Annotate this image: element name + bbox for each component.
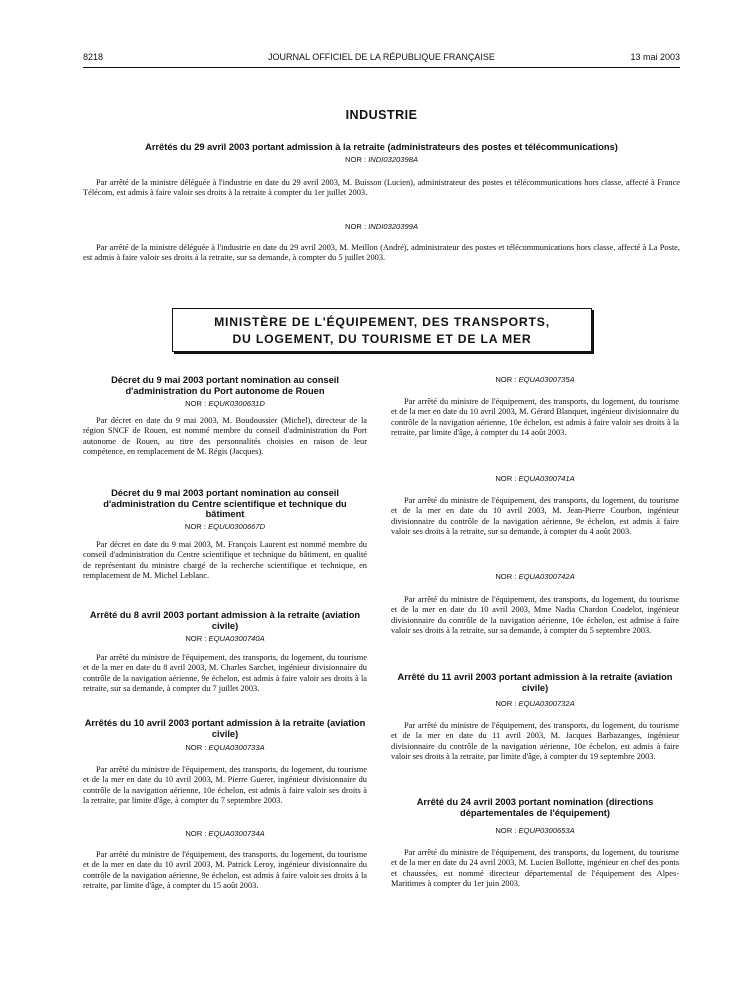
arrete8-heading: Arrêté du 8 avril 2003 portant admission à la retraite (aviation civile) bbox=[89, 610, 361, 631]
nor-code: INDI0320398A bbox=[368, 155, 419, 164]
nor-line bbox=[83, 522, 367, 531]
journal-title: JOURNAL OFFICIEL DE LA RÉPUBLIQUE FRANÇAISE bbox=[268, 52, 495, 62]
nor-code: EQUA0300742A bbox=[518, 572, 575, 581]
nor-line bbox=[83, 222, 680, 231]
arrete24-text: Par arrêté du ministre de l'équipement, des transports, du logement, du tourisme et de la mer en date du 24 avril 2003, M. Lucien Bollotte, ingénieur en chef des ponts et chaussées, est nommé directeur départemental de l'équipement des Alpes-Maritimes à compter du 1er juin 2003. bbox=[391, 848, 679, 889]
nor-code: INDI0320399A bbox=[368, 222, 419, 231]
header-rule bbox=[83, 67, 680, 68]
arretes10-entry-4: Par arrêté du ministre de l'équipement, des transports, du logement, du tourisme et de la mer en date du 10 avril 2003, M. Jean-Pierre Courbon, ingénieur divisionnaire du contrôle de la navigation aérienne, 9e échelon, est admis à faire valoir ses droits à la retraite, sur sa demande, à compter du 4 août 2003. bbox=[391, 496, 679, 537]
nor-code: EQUA0300732A bbox=[518, 699, 575, 708]
nor-label: NOR : bbox=[185, 743, 209, 752]
nor-code: EQUA0300735A bbox=[518, 375, 575, 384]
nor-line bbox=[391, 826, 679, 835]
decret1-heading: Décret du 9 mai 2003 portant nomination au conseil d'administration du Port autonome de Rouen bbox=[111, 375, 339, 396]
arretes10-entry-3: Par arrêté du ministre de l'équipement, des transports, du logement, du tourisme et de la mer en date du 10 avril 2003, M. Gérard Blanquet, ingénieur divisionnaire du contrôle de la navigation aérienne, 10e échelon, est admis à faire valoir ses droits à la retraite, par limite d'âge, à compter du 14 août 2003. bbox=[391, 397, 679, 438]
ministere-title-line-1: MINISTÈRE DE L'ÉQUIPEMENT, DES TRANSPORTS, bbox=[214, 315, 550, 329]
nor-label: NOR : bbox=[184, 522, 209, 531]
arretes10-entry-1: Par arrêté du ministre de l'équipement, des transports, du logement, du tourisme et de la mer en date du 10 avril 2003, M. Pierre Guerer, ingénieur divisionnaire du contrôle de la navigation aérienne, 10e échelon, est admis à faire valoir ses droits à la retraite, par limite d'âge, à compter du 7 septembre 2003. bbox=[83, 765, 367, 806]
nor-code: EQUA0300741A bbox=[518, 474, 575, 483]
industrie-entry-1: Par arrêté de la ministre déléguée à l'industrie en date du 29 avril 2003, M. Buisson (Lucien), administrateur des postes et télécommunications hors classe, affecté à France Télécom, est admis à faire valoir ses droits à la retraite à compter du 1er juillet 2003. bbox=[83, 178, 680, 198]
decret1-text: Par décret en date du 9 mai 2003, M. Boudoussier (Michel), directeur de la région SNCF de Rouen, est nommé membre du conseil d'administration du Port autonome de Rouen, au titre des personnalités choisies en raison de leur compétence, en remplacement de M. Régis (Jacques). bbox=[83, 416, 367, 457]
nor-line bbox=[83, 743, 367, 752]
nor-code: EQUU0300667D bbox=[208, 522, 266, 531]
industrie-entry-2: Par arrêté de la ministre déléguée à l'industrie en date du 29 avril 2003, M. Meillon (André), administrateur des postes et télécommunications hors classe, affecté à La Poste, est admis à faire valoir ses droits à la retraite, sur sa demande, à compter du 5 juillet 2003. bbox=[83, 243, 680, 263]
nor-label: NOR : bbox=[185, 634, 209, 643]
nor-code: EQUA0300734A bbox=[208, 829, 265, 838]
nor-line bbox=[391, 474, 679, 483]
nor-label: NOR : bbox=[495, 474, 519, 483]
ministere-title-box bbox=[172, 308, 592, 352]
industrie-heading: Arrêtés du 29 avril 2003 portant admission à la retraite (administrateurs des postes et télécommunications) bbox=[145, 142, 618, 152]
issue-date: 13 mai 2003 bbox=[630, 52, 680, 62]
nor-label: NOR : bbox=[344, 222, 369, 231]
section-title-industrie: INDUSTRIE bbox=[345, 108, 418, 122]
nor-label: NOR : bbox=[344, 155, 369, 164]
nor-line bbox=[83, 399, 367, 408]
ministere-title-line-2: DU LOGEMENT, DU TOURISME ET DE LA MER bbox=[232, 332, 532, 346]
arrete11-text: Par arrêté du ministre de l'équipement, des transports, du logement, du tourisme et de la mer en date du 11 avril 2003, M. Jacques Barbazanges, ingénieur divisionnaire du contrôle de la navigation aérienne, 10e échelon, est admis à faire valoir ses droits à la retraite, par limite d'âge, à compter du 19 septembre 2003. bbox=[391, 721, 679, 762]
decret2-heading: Décret du 9 mai 2003 portant nomination au conseil d'administration du Centre scientifique et technique du bâtiment bbox=[103, 488, 347, 519]
nor-line bbox=[391, 375, 679, 384]
arretes10-entry-5: Par arrêté du ministre de l'équipement, des transports, du logement, du tourisme et de la mer en date du 10 avril 2003, Mme Nadia Chardon Coadelot, ingénieur divisionnaire du contrôle de la navigation aérienne, 10e échelon, est admise à faire valoir ses droits à la retraite, sur sa demande, à compter du 5 septembre 2003. bbox=[391, 595, 679, 636]
nor-line bbox=[83, 155, 680, 164]
nor-code: EQUK0300631D bbox=[208, 399, 265, 408]
arrete8-text: Par arrêté du ministre de l'équipement, des transports, du logement, du tourisme et de la mer en date du 8 avril 2003, M. Charles Sarchet, ingénieur divisionnaire du contrôle de la navigation aérienne, 9e échelon, est admis à faire valoir ses droits à la retraite, sur sa demande, à compter du 7 juillet 2003. bbox=[83, 653, 367, 694]
arretes10-entry-2: Par arrêté du ministre de l'équipement, des transports, du logement, du tourisme et de la mer en date du 10 avril 2003, M. Patrick Leroy, ingénieur divisionnaire du contrôle de la navigation aérienne, 9e échelon, est admis à faire valoir ses droits à la retraite, par limite d'âge, à compter du 15 août 2003. bbox=[83, 850, 367, 891]
arretes10-heading: Arrêtés du 10 avril 2003 portant admission à la retraite (aviation civile) bbox=[84, 718, 366, 739]
page-number: 8218 bbox=[83, 52, 104, 62]
arrete11-heading: Arrêté du 11 avril 2003 portant admission à la retraite (aviation civile) bbox=[397, 672, 673, 693]
nor-line bbox=[83, 829, 367, 838]
nor-code: EQUA0300740A bbox=[208, 634, 265, 643]
nor-label: NOR : bbox=[495, 572, 519, 581]
nor-code: EQUP0300653A bbox=[518, 826, 575, 835]
nor-label: NOR : bbox=[495, 699, 519, 708]
decret2-text: Par décret en date du 9 mai 2003, M. François Laurent est nommé membre du conseil d'administration du Centre scientifique et technique du bâtiment, en qualité de représentant du ministre chargé de la recherche scientifique et technique, en remplacement de M. Michel Leblanc. bbox=[83, 540, 367, 581]
nor-code: EQUA0300733A bbox=[208, 743, 265, 752]
nor-line bbox=[83, 634, 367, 643]
nor-label: NOR : bbox=[495, 375, 519, 384]
nor-line bbox=[391, 699, 679, 708]
arrete24-heading: Arrêté du 24 avril 2003 portant nomination (directions départementales de l'équipement) bbox=[416, 797, 654, 818]
nor-label: NOR : bbox=[185, 829, 209, 838]
running-header bbox=[83, 52, 680, 66]
nor-line bbox=[391, 572, 679, 581]
nor-label: NOR : bbox=[185, 399, 209, 408]
nor-label: NOR : bbox=[495, 826, 519, 835]
